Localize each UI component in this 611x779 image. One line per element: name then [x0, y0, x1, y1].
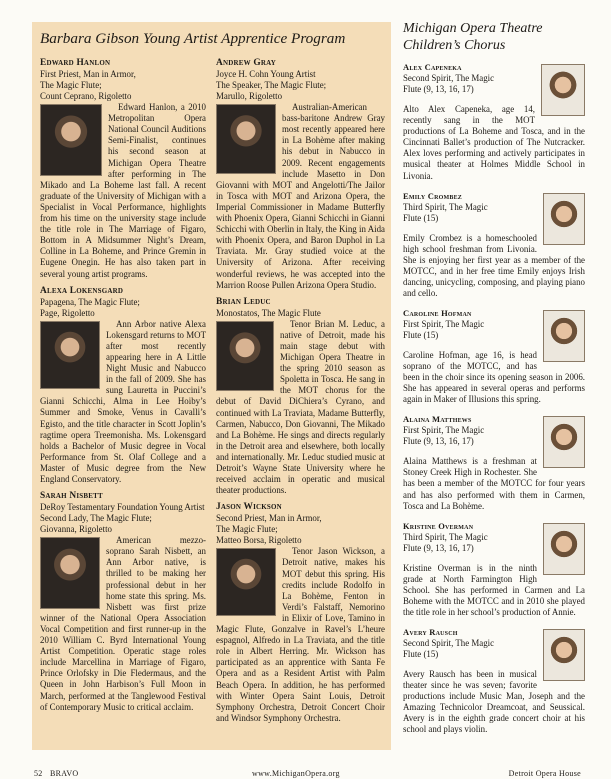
headshot-photo: [40, 537, 100, 609]
column-a: [40, 58, 206, 719]
artist-name: Jason Wickson: [216, 502, 282, 513]
member-name: Alaina Matthews: [403, 414, 472, 425]
venue-name: Detroit Opera House: [508, 769, 581, 778]
headshot-photo: [543, 310, 585, 362]
bio-text: Alaina Matthews is a freshman at Stoney Creek High in Rochester. She has been a member of the MOTCC for four years and has also performed with them in Carmen, Tosca and La Bohème.: [403, 456, 585, 511]
role-line: Monostatos, The Magic Flute: [216, 307, 321, 318]
role-line: Flute (15): [403, 212, 439, 223]
artist-bio: [40, 491, 206, 713]
role-line: The Speaker, The Magic Flute;: [216, 80, 327, 91]
role-line: Second Spirit, The Magic: [403, 73, 495, 84]
artist-name: Sarah Nisbett: [40, 491, 103, 502]
artist-name: Edward Hanlon: [40, 58, 111, 68]
role-line: Flute (9, 13, 16, 17): [403, 84, 474, 95]
role-line: Joyce H. Cohn Young Artist: [216, 69, 316, 80]
headshot-photo: [216, 104, 276, 174]
role-line: The Magic Flute;: [216, 524, 278, 535]
headshot-photo: [543, 193, 585, 245]
role-line: Flute (15): [403, 330, 439, 341]
chorus-member: [403, 308, 585, 405]
role-line: Papagena, The Magic Flute;: [40, 296, 140, 307]
role-line: Marullo, Rigoletto: [216, 91, 283, 102]
role-line: The Magic Flute;: [40, 80, 102, 91]
bio-text: Tenor Brian M. Leduc, a native of Detroit, made his main stage debut with Michigan Opera Theatre in the spring 2010 season as Spoletta in Tosca. He sang in the MOT chorus for the debut of David DiChiera’s Cyrano, and continued with La Traviata, Madame Butterfly, Carmen, Nabucco, Don Giovanni, The Mikado and La Bohème. He sings and directs regularly in the Detroit area and elsewhere, both locally and internationally. Mr. Leduc studied music at Detroit’s Wayne State University where he received acclaim in operatic and musical theater productions.: [216, 318, 385, 496]
member-name: Caroline Hofman: [403, 307, 472, 318]
role-line: Flute (15): [403, 649, 439, 660]
chorus-member: [403, 62, 585, 182]
column-b: [216, 58, 385, 730]
bio-text: Tenor Jason Wickson, a Detroit native, makes his MOT debut this spring. His credits include Rodolfo in La Bohème, Fenton in Verdi’s Falstaff, Nemorino in Elixir of Love, Tamino in Magic Flute, Gonzalve in Ravel’s L’heure espagnol, Alfredo in La Traviata, and the title role in Albert Herring. Mr. Wickson has participated as an apprentice with Santa Fe Opera and as a Resident Artist with Palm Beach Opera. In addition, he has performed with Winter Opera Saint Louis, Detroit Symphony Orchestra, Detroit Concert Choir and Windsor Symphony Orchestra.: [216, 546, 385, 723]
role-line: Second Priest, Man in Armor,: [216, 513, 322, 524]
bio-text: Alto Alex Capeneka, age 14, recently sang in the MOT productions of La Boheme and Tosca, and in the Cincinnati Ballet’s production of The Nutcracker. Alex loves performing and actively participates in musical theater at Holmes Middle School in Livonia.: [403, 103, 585, 181]
column-c: [403, 20, 585, 744]
artist-name: Andrew Gray: [216, 58, 276, 68]
headshot-photo: [543, 523, 585, 575]
role-line: Third Spirit, The Magic: [403, 201, 488, 212]
website-link[interactable]: www.MichiganOpera.org: [252, 769, 340, 778]
page-title: Barbara Gibson Young Artist Apprentice Program: [40, 30, 346, 47]
bio-text: Emily Crombez is a homeschooled high school freshman from Livonia. She is enjoying her first year as a member of the MOTCC, and in her free time Emily enjoys Irish dancing, unicycling, composing, and playing piano and cello.: [403, 232, 585, 298]
role-line: First Priest, Man in Armor,: [40, 69, 136, 80]
chorus-member: [403, 191, 585, 300]
bio-text: Kristine Overman is in the ninth grade at North Farmington High School. She has performed in Carmen and La Boheme with the MOTCC and in 2010 she played the title role in her school’s production of Annie.: [403, 562, 585, 618]
bio-text: Ann Arbor native Alexa Lokensgard returns to MOT after most recently appearing here in A Little Night Music and Nabucco in the fall of 2009. She has sung Lauretta in Puccini’s Gianni Schicchi, Alma in Lee Hoiby’s Summer and Smoke, Venus in Cavalli’s Egisto, and the title character in Scott Joplin’s ragtime opera Treemonisha. Ms. Lokensgard holds a Bachelor of Music degree in Vocal Performance from St. Olaf College and a Master of Music degree from the New England Conservatory.: [40, 318, 206, 484]
artist-bio: [216, 58, 385, 291]
role-line: DeRoy Testamentary Foundation Young Artist: [40, 502, 205, 513]
chorus-member: [403, 414, 585, 511]
role-line: Giovanna, Rigoletto: [40, 524, 112, 535]
role-line: Second Lady, The Magic Flute;: [40, 513, 152, 524]
member-name: Alex Capeneka: [403, 62, 462, 72]
headshot-photo: [543, 416, 585, 468]
bio-text: Caroline Hofman, age 16, is head soprano of the MOTCC, and has been in the choir since its opening season in 2006. She has appeared in several operas and performs again in Maker of Illusions this spring.: [403, 349, 585, 405]
artist-bio: [40, 286, 206, 486]
chorus-member: [403, 627, 585, 736]
bio-text: Avery Rausch has been in musical theater since he was seven; favorite productions include Music Man, Joseph and the Amazing Technicolor Dreamcoat, and Seussical. Avery is in the eighth grade concert choir at his school and plays violin.: [403, 668, 585, 735]
role-line: Second Spirit, The Magic: [403, 638, 495, 649]
headshot-photo: [216, 321, 274, 391]
role-line: Matteo Borsa, Rigoletto: [216, 535, 302, 546]
headshot-photo: [40, 321, 100, 389]
artist-bio: [216, 297, 385, 497]
artist-name: Alexa Lokensgard: [40, 285, 124, 296]
headshot-photo: [216, 548, 276, 616]
chorus-member: [403, 521, 585, 618]
role-line: First Spirit, The Magic: [403, 319, 485, 330]
bio-text: Australian-American bass-baritone Andrew Gray most recently appeared here in La Bohème after making his debut in Nabucco in 2009. Recent engagements include Masetto in Don Giovanni with MOT and Angelotti/The Jailor in Tosca with MOT and Arizona Opera, the Imperial Commissioner in Madame Butterfly with Phoenix Opera, Gianni Schicchi in Gianni Schicchi with Oberlin in Italy, the King in Aida with Phoenix Opera, and Baron Duphol in La Traviata. Mr. Gray studied voice at the University of Arizona. After receiving wonderful reviews, he was accepted into the Marrion Roose Pullen Arizona Opera Studio.: [216, 102, 385, 290]
member-name: Avery Rausch: [403, 627, 458, 637]
publication-name: BRAVO: [50, 769, 79, 778]
role-line: Count Ceprano, Rigoletto: [40, 91, 132, 102]
member-name: Emily Crombez: [403, 190, 462, 201]
role-line: First Spirit, The Magic: [403, 425, 485, 436]
headshot-photo: [543, 629, 585, 681]
headshot-photo: [541, 64, 585, 116]
artist-name: Brian Leduc: [216, 296, 271, 307]
bio-text: American mezzo-soprano Sarah Nisbett, an Ann Arbor native, is thrilled to be making her professional debut in her home state this spring. Ms. Nisbett was first prize winner of the National Opera Association Vocal Competition and first runner-up in the 2010 William C. Byrd International Young Artist Competition. Operatic stage roles include Marcellina in Marriage of Figaro, Prince Orlofsky in Die Fledermaus, and the Queen in John Harbison’s Full Moon in March, performed at the Tanglewood Festival of Contemporary Music to critical acclaim.: [40, 535, 206, 712]
role-line: Flute (9, 13, 16, 17): [403, 542, 474, 553]
role-line: Page, Rigoletto: [40, 307, 95, 318]
member-name: Kristine Overman: [403, 520, 474, 531]
artist-bio: [40, 58, 206, 280]
headshot-photo: [40, 104, 102, 176]
artist-bio: [216, 502, 385, 724]
bio-text: Edward Hanlon, a 2010 Metropolitan Opera National Council Auditions Semi-Finalist, continues his second season at Michigan Opera Theatre after performing in The Mikado and La Boheme last fall. A recent graduate of the University of Michigan with a Specialist in Vocal Performance, highlights from his time on the university stage include the title role in The Marriage of Figaro, Bottom in A Midsummer Night’s Dream, Colline in La Boheme, and Prince Gremin in Eugene Onegin. He has also taken part in several young artist programs.: [40, 102, 206, 279]
role-line: Flute (9, 13, 16, 17): [403, 436, 474, 447]
chorus-title: Michigan Opera Theatre Children’s Chorus: [403, 21, 543, 53]
page-number: 52: [34, 769, 43, 778]
role-line: Third Spirit, The Magic: [403, 531, 488, 542]
